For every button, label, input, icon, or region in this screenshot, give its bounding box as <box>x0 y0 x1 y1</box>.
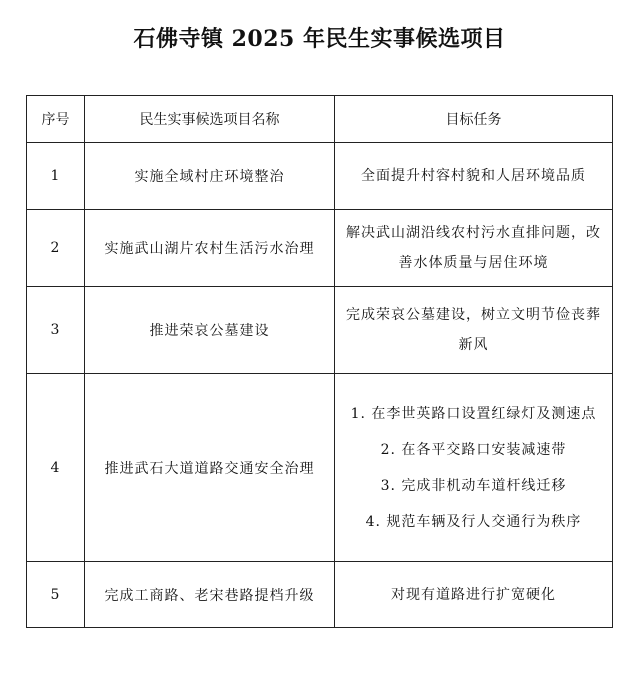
target-item: 3. 完成非机动车道杆线迁移 <box>380 477 567 494</box>
row-seq: 4 <box>27 374 85 562</box>
table-row <box>27 143 613 210</box>
target-text: 解决武山湖沿线农村污水直排问题，改善水体质量与居住环境 <box>346 225 601 271</box>
row-project-name: 推进武石大道道路交通安全治理 <box>85 374 335 562</box>
row-seq: 5 <box>27 562 85 628</box>
row-seq: 2 <box>27 210 85 287</box>
target-item: 2. 在各平交路口安装减速带 <box>380 441 567 458</box>
row-project-name: 实施全域村庄环境整治 <box>85 143 335 210</box>
row-target <box>335 562 613 628</box>
header-project-name: 民生实事候选项目名称 <box>85 96 335 143</box>
target-item: 1. 在李世英路口设置红绿灯及测速点 <box>350 405 597 422</box>
row-target <box>335 287 613 374</box>
row-target <box>335 210 613 287</box>
table-row <box>27 210 613 287</box>
page-title: 石佛寺镇 2025 年民生实事候选项目 <box>133 26 506 52</box>
table-row <box>27 287 613 374</box>
projects-table <box>26 95 613 628</box>
target-text: 全面提升村容村貌和人居环境品质 <box>361 168 586 184</box>
header-target: 目标任务 <box>335 96 613 143</box>
target-text: 完成荣哀公墓建设，树立文明节俭丧葬新风 <box>346 307 601 353</box>
row-project-name: 推进荣哀公墓建设 <box>85 287 335 374</box>
row-target <box>335 143 613 210</box>
header-seq: 序号 <box>27 96 85 143</box>
row-project-name: 完成工商路、老宋巷路提档升级 <box>85 562 335 628</box>
target-text: 对现有道路进行扩宽硬化 <box>391 586 556 603</box>
row-seq: 1 <box>27 143 85 210</box>
row-project-name: 实施武山湖片农村生活污水治理 <box>85 210 335 287</box>
target-item: 4. 规范车辆及行人交通行为秩序 <box>365 513 582 530</box>
row-target <box>335 374 613 562</box>
row-seq: 3 <box>27 287 85 374</box>
table-row <box>27 562 613 628</box>
table-row <box>27 374 613 562</box>
table-header-row <box>27 96 613 143</box>
